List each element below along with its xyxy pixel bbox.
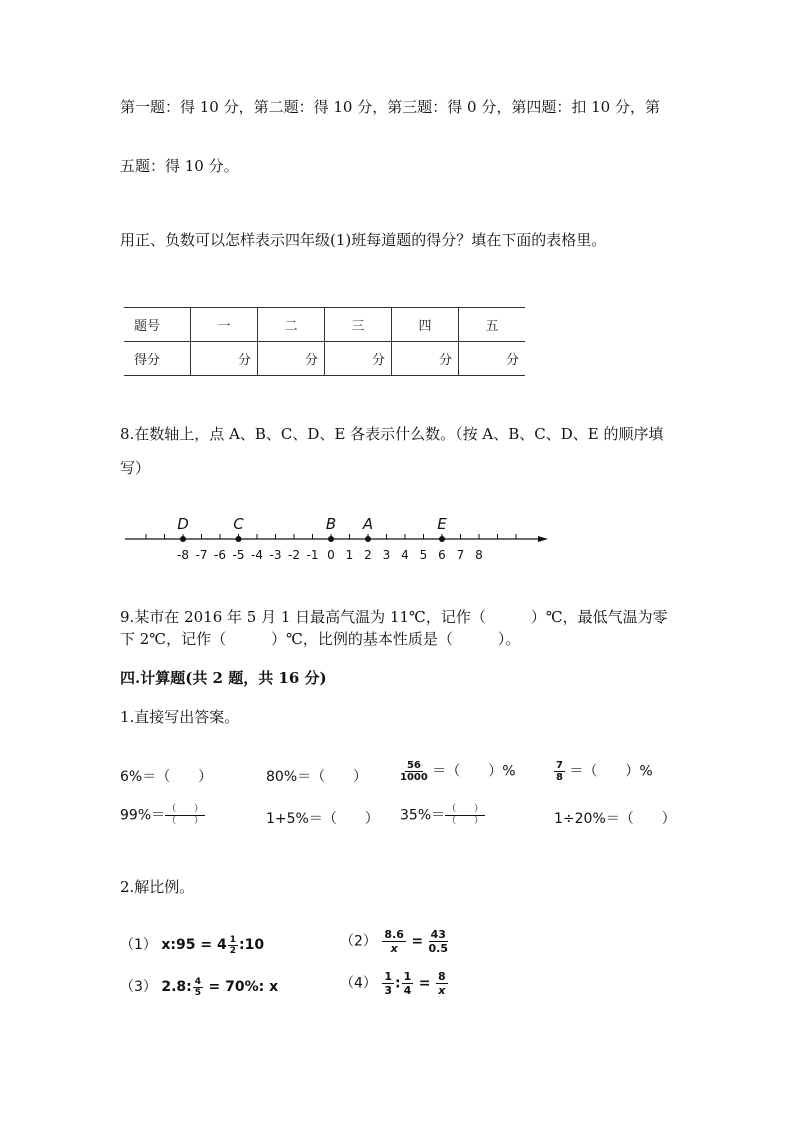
calc-answer: ＝（ ）%: [569, 763, 653, 780]
paragraph-line: 五题：得 10 分。: [120, 157, 239, 175]
fraction-numerator: 7: [556, 760, 563, 771]
number-line: [120, 505, 560, 567]
table-col-3: 三: [325, 308, 392, 342]
point-a: [365, 536, 371, 542]
tick-label: 8: [475, 548, 483, 562]
calc-question-title: 2.解比例。: [120, 878, 195, 896]
tick-label: 1: [345, 548, 354, 562]
fraction: [228, 935, 238, 956]
calc-question-title: 1.直接写出答案。: [120, 708, 240, 726]
blank-fraction: [445, 804, 485, 827]
question-8: 8.在数轴上，点 A、B、C、D、E 各表示什么数。（按 A、B、C、D、E 的顺序填: [120, 425, 664, 443]
point-e: [439, 536, 445, 542]
equals-sign: =: [411, 933, 424, 950]
calc-item: [554, 760, 653, 783]
point-d: [180, 536, 186, 542]
tick-label: 2: [364, 548, 372, 562]
calc-item: 1+5%＝（ ）: [266, 811, 379, 827]
tick-label: -1: [306, 548, 319, 562]
fraction: [400, 760, 428, 783]
tick-label: 6: [438, 548, 446, 562]
fraction-numerator: 56: [406, 760, 421, 771]
table-col-5: 五: [459, 308, 526, 342]
fraction-denominator: 2: [229, 945, 236, 956]
tick-label: -2: [288, 548, 300, 562]
score-cell[interactable]: 分: [191, 342, 258, 376]
section-title: 四.计算题(共 2 题，共 16 分): [120, 669, 327, 687]
tick-label: -7: [195, 548, 208, 562]
fraction-denominator: （ ）: [167, 816, 204, 826]
fraction-numerator: 4: [194, 976, 202, 987]
colon: :: [395, 975, 401, 992]
calc-answer: ＝（ ）%: [432, 763, 516, 780]
fraction-denominator: 1000: [400, 772, 428, 783]
fraction-denominator: 8: [556, 772, 563, 783]
math-expression: 2.8:: [161, 979, 192, 995]
calc-item: [400, 760, 516, 783]
fraction-denominator: 3: [384, 984, 393, 997]
question-8-cont: 写）: [120, 459, 151, 477]
proportion-4: [340, 970, 449, 997]
point-label-e: E: [437, 515, 447, 533]
fraction-numerator: （ ）: [167, 804, 204, 814]
fraction: [436, 970, 448, 997]
question-9-cont: 下 2℃，记作（ ）℃，比例的基本性质是（ ）。: [120, 630, 521, 648]
fraction: [193, 977, 203, 998]
calc-item: 80%＝（ ）: [266, 769, 368, 785]
item-label: （3）: [120, 979, 157, 995]
item-label: （1）: [120, 937, 157, 953]
table-row: [124, 308, 525, 342]
calc-item: 6%＝（ ）: [120, 769, 213, 785]
calc-item: [120, 804, 205, 827]
point-label-d: D: [177, 515, 189, 533]
fraction-numerator: 8: [437, 970, 446, 983]
fraction-numerator: 43: [430, 928, 446, 941]
math-expression: x:95 = 4: [161, 937, 227, 953]
calc-item: 1÷20%＝（ ）: [554, 811, 676, 827]
fraction: [429, 928, 449, 955]
point-b: [328, 536, 334, 542]
fraction-numerator: 1: [403, 970, 412, 983]
tick-label: 7: [456, 548, 465, 562]
fraction-denominator: x: [390, 942, 398, 955]
calc-expression: 99%＝: [120, 807, 166, 824]
tick-label: 0: [327, 548, 335, 562]
question-9: 9.某市在 2016 年 5 月 1 日最高气温为 11℃，记作（ ）℃，最低气温为零: [120, 608, 668, 626]
table-header-label: 题号: [124, 308, 191, 342]
calc-expression: 35%＝: [400, 807, 446, 824]
fraction-numerator: 1: [229, 934, 236, 945]
tick-label: -6: [214, 548, 226, 562]
tick-label: 3: [382, 548, 391, 562]
fraction: [382, 970, 394, 997]
fraction-numerator: 8.6: [384, 928, 404, 941]
math-expression: :10: [238, 937, 265, 953]
tick-label: -8: [177, 548, 189, 562]
proportion-3: [120, 976, 278, 998]
score-cell[interactable]: 分: [459, 342, 526, 376]
paragraph-line: 第一题：得 10 分，第二题：得 10 分，第三题：得 0 分，第四题：扣 10 分，第: [120, 98, 660, 116]
paragraph-question: 用正、负数可以怎样表示四年级(1)班每道题的得分？填在下面的表格里。: [120, 231, 607, 249]
point-label-a: A: [362, 515, 374, 533]
equals-sign: =: [418, 975, 431, 992]
fraction-denominator: x: [438, 984, 446, 997]
tick-label: 5: [419, 548, 428, 562]
fraction: [402, 970, 414, 997]
fraction-denominator: 0.5: [428, 942, 449, 955]
tick-label: -5: [232, 548, 245, 562]
table-col-2: 二: [258, 308, 325, 342]
table-col-4: 四: [392, 308, 459, 342]
fraction-denominator: （ ）: [447, 816, 484, 826]
fraction-denominator: 5: [194, 987, 202, 998]
proportion-1: [120, 934, 264, 956]
table-row: [124, 342, 525, 376]
math-expression: = 70%: x: [208, 979, 279, 995]
blank-fraction: [165, 804, 205, 827]
point-c: [236, 536, 242, 542]
tick-label: 4: [401, 548, 409, 562]
item-label: （2）: [340, 933, 377, 950]
fraction-denominator: 4: [403, 984, 412, 997]
proportion-2: [340, 928, 449, 955]
tick-label: -3: [269, 548, 282, 562]
tick-label: -4: [251, 548, 263, 562]
fraction-numerator: 1: [384, 970, 393, 983]
fraction: [554, 760, 565, 783]
point-label-c: C: [233, 515, 244, 533]
point-label-b: B: [325, 515, 337, 533]
score-cell[interactable]: 分: [258, 342, 325, 376]
score-cell[interactable]: 分: [325, 342, 392, 376]
fraction: [382, 928, 406, 955]
table-col-1: 一: [191, 308, 258, 342]
table-row-label: 得分: [124, 342, 191, 376]
fraction-numerator: （ ）: [447, 804, 484, 814]
arrow-head-icon: [538, 536, 548, 542]
score-cell[interactable]: 分: [392, 342, 459, 376]
item-label: （4）: [340, 975, 377, 992]
calc-item: [400, 804, 485, 827]
score-table: [124, 307, 525, 376]
